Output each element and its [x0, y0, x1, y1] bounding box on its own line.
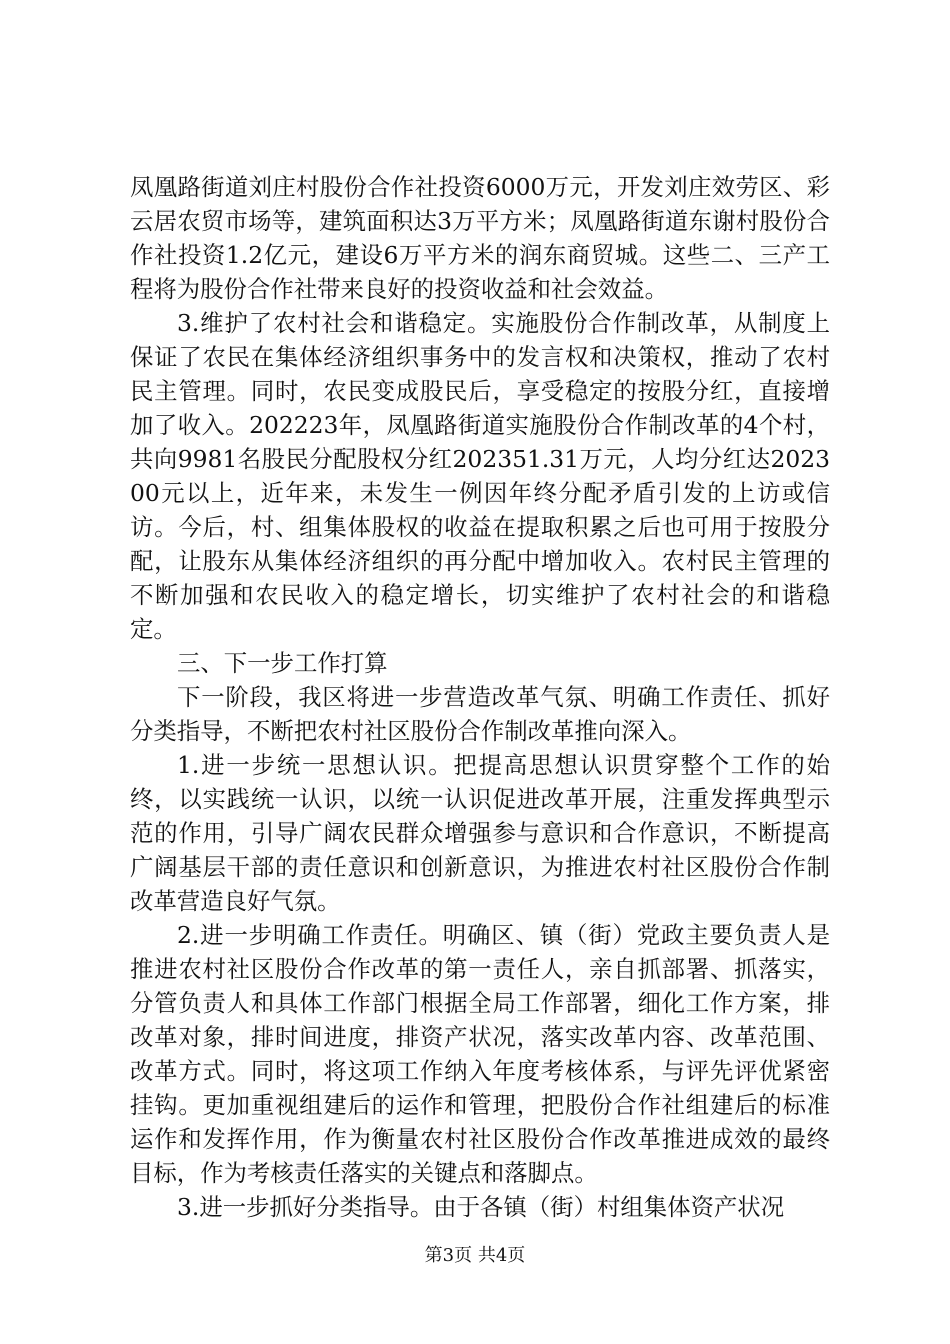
paragraph-next-stage: 下一阶段，我区将进一步营造改革气氛、明确工作责任、抓好分类指导，不断把农村社区股份合作制改革推向深入。: [130, 683, 830, 745]
paragraph-continuation: 凤凰路街道刘庄村股份合作社投资6000万元，开发刘庄效劳区、彩云居农贸市场等，建筑面积达3万平方米；凤凰路街道东谢村股份合作社投资1.2亿元，建设6万平方米的润东商贸城。这些二、三产工程将为股份合作社带来良好的投资收益和社会效益。: [130, 173, 830, 303]
paragraph-item-3-harmony: 3.维护了农村社会和谐稳定。实施股份合作制改革，从制度上保证了农民在集体经济组织事务中的发言权和决策权，推动了农村民主管理。同时，农民变成股民后，享受稳定的按股分红，直接增加了收入。202223年，凤凰路街道实施股份合作制改革的4个村，共向9981名股民分配股权分红202351.31万元，人均分红达202300元以上，近年来，未发生一例因年终分配矛盾引发的上访或信访。今后，村、组集体股权的收益在提取积累之后也可用于按股分配，让股东从集体经济组织的再分配中增加收入。农村民主管理的不断加强和农民收入的稳定增长，切实维护了农村社会的和谐稳定。: [130, 309, 830, 643]
paragraph-item-3-guidance: 3.进一步抓好分类指导。由于各镇（街）村组集体资产状况: [177, 1193, 785, 1221]
paragraph-item-1-thinking: 1.进一步统一思想认识。把提高思想认识贯穿整个工作的始终，以实践统一认识，以统一认识促进改革开展，注重发挥典型示范的作用，引导广阔农民群众增强参与意识和合作意识，不断提高广阔基层干部的责任意识和创新意识，为推进农村社区股份合作制改革营造良好气氛。: [130, 751, 830, 915]
paragraph-item-2-responsibility: 2.进一步明确工作责任。明确区、镇（街）党政主要负责人是推进农村社区股份合作改革的第一责任人，亲自抓部署、抓落实，分管负责人和具体工作部门根据全局工作部署，细化工作方案，排改革对象，排时间进度，排资产状况，落实改革内容、改革范围、改革方式。同时，将这项工作纳入年度考核体系，与评先评优紧密挂钩。更加重视组建后的运作和管理，把股份合作社组建后的标准运作和发挥作用，作为衡量农村社区股份合作改革推进成效的最终目标，作为考核责任落实的关键点和落脚点。: [130, 921, 830, 1187]
document-body: [130, 170, 830, 1224]
section-heading: 三、下一步工作打算: [177, 649, 388, 677]
page-footer: 第3页 共4页: [424, 1245, 526, 1266]
